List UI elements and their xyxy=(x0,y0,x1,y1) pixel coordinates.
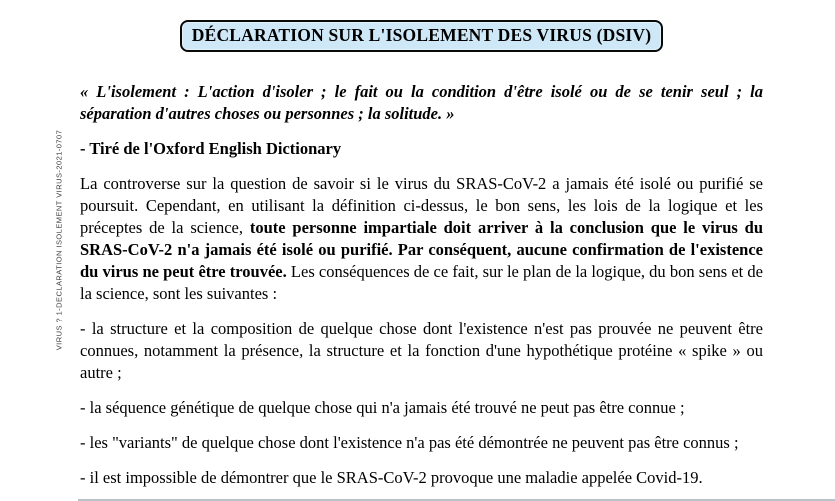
document-content xyxy=(80,0,763,489)
title-row xyxy=(80,20,763,52)
intro-paragraph-normal-1: La controverse sur la question de savoir si le virus du SRAS-CoV-2 a jamais été isolé ou purifié se poursuit. Cependant, en utilisant la définition ci-dessus, le bon sens, les lois de la logique et les préceptes de la science, xyxy=(80,174,763,237)
document-id-vertical-label: VIRUS ? 1-DECLARATION ISOLEMENT VIRUS-2021-0707 xyxy=(54,129,64,351)
consequence-item-variants: - les "variants" de quelque chose dont l'existence n'a pas été démontrée ne peuvent pas être connus ; xyxy=(80,433,739,452)
title-box xyxy=(180,20,664,52)
intro-paragraph-normal-2: Les conséquences de ce fait, sur le plan de la logique, du bon sens et de la science, sont les suivantes : xyxy=(80,262,763,303)
document-title: DÉCLARATION SUR L'ISOLEMENT DES VIRUS (DSIV) xyxy=(191,25,652,45)
consequence-item-genetic-sequence: - la séquence génétique de quelque chose qui n'a jamais été trouvé ne peut pas être connue ; xyxy=(80,398,685,417)
consequence-item-structure: - la structure et la composition de quelque chose dont l'existence n'est pas prouvée ne peuvent être connues, notamment la présence, la structure et la fonction d'une hypothétique protéine « spike » ou autre ; xyxy=(80,319,763,382)
intro-paragraph xyxy=(80,173,763,305)
definition-quote: « L'isolement : L'action d'isoler ; le fait ou la condition d'être isolé ou de se tenir seul ; la séparation d'autres choses ou personnes ; la solitude. » xyxy=(80,82,763,123)
intro-paragraph-bold: toute personne impartiale doit arriver à la conclusion que le virus du SRAS-CoV-2 n'a jamais été isolé ou purifié. Par conséquent, aucune confirmation de l'existence du virus ne peut être trouvée. xyxy=(80,218,764,281)
source-attribution: - Tiré de l'Oxford English Dictionary xyxy=(80,139,342,158)
consequence-item-disease: - il est impossible de démontrer que le SRAS-CoV-2 provoque une maladie appelée Covid-19. xyxy=(80,468,703,487)
